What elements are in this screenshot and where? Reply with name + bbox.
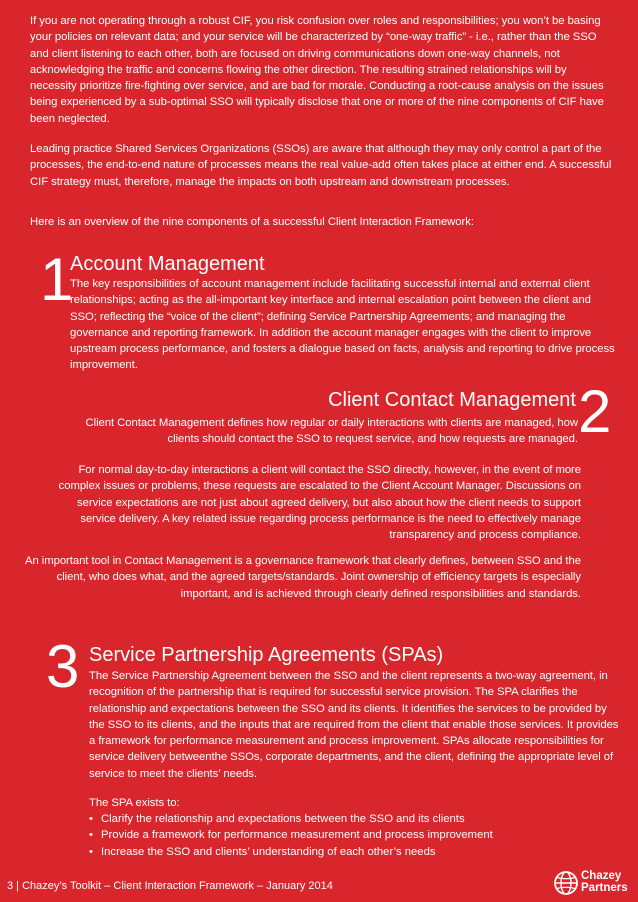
section-body-client-contact-1: Client Contact Management defines how regular or daily interactions with clients are managed, how clients should contact the SSO to request service, and how requests are managed. <box>85 417 578 446</box>
section-number-2: 2 <box>578 378 612 445</box>
section-body-client-contact-3: An important tool in Contact Management is a governance framework that clearly defines, between SSO and the client, who does what, and the agreed targets/standards. Joint ownership of efficiency targets is especially important, and is achieved through clearly defined responsibilities and standards. <box>24 555 581 600</box>
list-item: • Increase the SSO and clients’ understanding of each other’s needs <box>89 844 493 860</box>
section-number-1: 1 <box>40 246 74 313</box>
logo-line-1: Chazey <box>581 870 622 882</box>
section-number-3: 3 <box>46 633 80 700</box>
logo-line-2: Partners <box>581 882 628 894</box>
section-body-account-management: The key responsibilities of account management include facilitating successful internal and external client relationships; acting as the all-important key interface and internal escalation point between the client and SSO; reflecting the “voice of the client”; defining Service Partnership Agreements; and managing the governance and reporting framework. In addition the account manager engages with the client to improve upstream process performance, and fosters a dialogue based on facts, analysis and reporting to drive process improvement. <box>70 278 615 372</box>
chazey-partners-logo <box>553 868 635 898</box>
spa-list-intro: The SPA exists to: <box>89 797 180 809</box>
intro-paragraph-1: If you are not operating through a robust CIF, you risk confusion over roles and responsibilities; you won’t be basing your policies on relevant data; and your service will be characterized by “one-way traffic” - i.e., rather than the SSO and client listening to each other, both are focused on driving communications down one-way channels, not acknowledging the traffic and concerns flowing the other direction. The resulting strained relationships will by necessity prioritize fire-fighting over service, and are bad for morale. Conducting a root-cause analysis on the issues being experienced by a sub-optimal SSO will typically disclose that one or more of the nine components of CIF have been neglected. <box>30 15 604 125</box>
intro-paragraph-3: Here is an overview of the nine components of a successful Client Interaction Framework: <box>30 216 474 228</box>
list-item: • Provide a framework for performance measurement and process improvement <box>89 827 493 843</box>
intro-paragraph-2: Leading practice Shared Services Organizations (SSOs) are aware that although they may only control a part of the processes, the end-to-end nature of processes means the real value-add often takes place at either end. A successful CIF strategy must, therefore, manage the impacts on both upstream and downstream processes. <box>30 143 612 188</box>
section-title-client-contact-management: Client Contact Management <box>328 389 576 411</box>
section-title-service-partnership-agreements: Service Partnership Agreements (SPAs) <box>89 644 444 666</box>
section-body-client-contact-2: For normal day-to-day interactions a client will contact the SSO directly, however, in the event of more complex issues or problems, these requests are escalated to the Client Account Manager. Discussions on service expectations are not just about agreed delivery, but also about how the client needs to support service delivery. A key related issue regarding process performance is the need to effectively manage transparency and process compliance. <box>58 464 581 542</box>
globe-icon <box>553 870 579 896</box>
section-body-spa: The Service Partnership Agreement between the SSO and the client represents a two-way agreement, in recognition of the partnership that is required for successful service provision. The SPA clarifies the relationship and expectations between the SSO and its clients. It identifies the services to be provided by the SSO to its clients, and the inputs that are required from the client that enable those services. It provides a framework for performance measurement and process improvement. SPAs allocate responsibilities for service delivery betweenthe SSOs, corporate departments, and the client, defining the appropriate level of service to meet the clients’ needs. <box>89 670 619 780</box>
spa-bullet-list <box>89 811 493 860</box>
section-title-account-management: Account Management <box>70 253 265 275</box>
page-footer: 3 | Chazey’s Toolkit – Client Interaction Framework – January 2014 <box>7 880 333 892</box>
logo-wordmark <box>581 870 628 894</box>
list-item: • Clarify the relationship and expectations between the SSO and its clients <box>89 811 493 827</box>
